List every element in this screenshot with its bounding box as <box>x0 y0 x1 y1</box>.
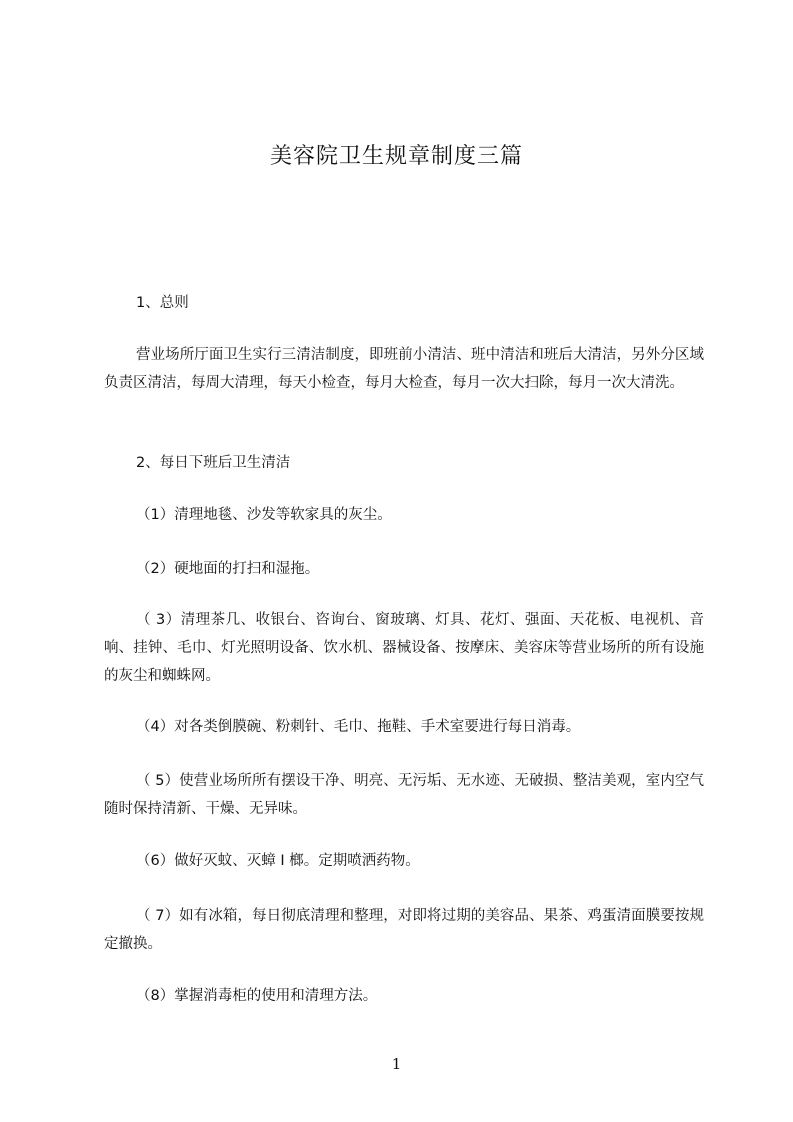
section-heading-general: 1、总则 <box>136 295 189 311</box>
section-heading-daily-cleaning: 2、每日下班后卫生清洁 <box>136 455 291 471</box>
list-item-1: （1）清理地毯、沙发等软家具的灰尘。 <box>136 507 392 523</box>
list-item-8: （8）掌握消毒柜的使用和清理方法。 <box>136 988 378 1004</box>
list-item-5: （ 5）使营业场所所有摆设干净、明亮、无污垢、无水迹、无破损、整洁美观，室内空气随时保持清新、干燥、无异味。 <box>104 773 704 817</box>
list-item-4: （4）对各类倒膜碗、粉刺针、毛巾、拖鞋、手术室要进行每日消毒。 <box>136 719 581 735</box>
list-item-3: （ 3）清理茶几、收银台、咨询台、窗玻璃、灯具、花灯、强面、天花板、电视机、音响、挂钟、毛巾、灯光照明设备、饮水机、器械设备、按摩床、美容床等营业场所的所有设施的灰尘和蜘蛛网。 <box>104 612 704 684</box>
document-title: 美容院卫生规章制度三篇 <box>269 144 523 169</box>
list-item-7: （ 7）如有冰箱，每日彻底清理和整理，对即将过期的美容品、果茶、鸡蛋清面膜要按规定撤换。 <box>104 908 704 952</box>
page-number: 1 <box>391 1055 402 1073</box>
list-item-6: （6）做好灭蚊、灭蟑 I 榔。定期喷洒药物。 <box>136 853 420 869</box>
list-item-2: （2）硬地面的打扫和湿拖。 <box>136 561 320 577</box>
paragraph-general-rules: 营业场所厅面卫生实行三清洁制度，即班前小清洁、班中清洁和班后大清洁，另外分区域负责区清洁，每周大清理，每天小检查，每月大检查，每月一次大扫除，每月一次大清洗。 <box>104 347 704 391</box>
